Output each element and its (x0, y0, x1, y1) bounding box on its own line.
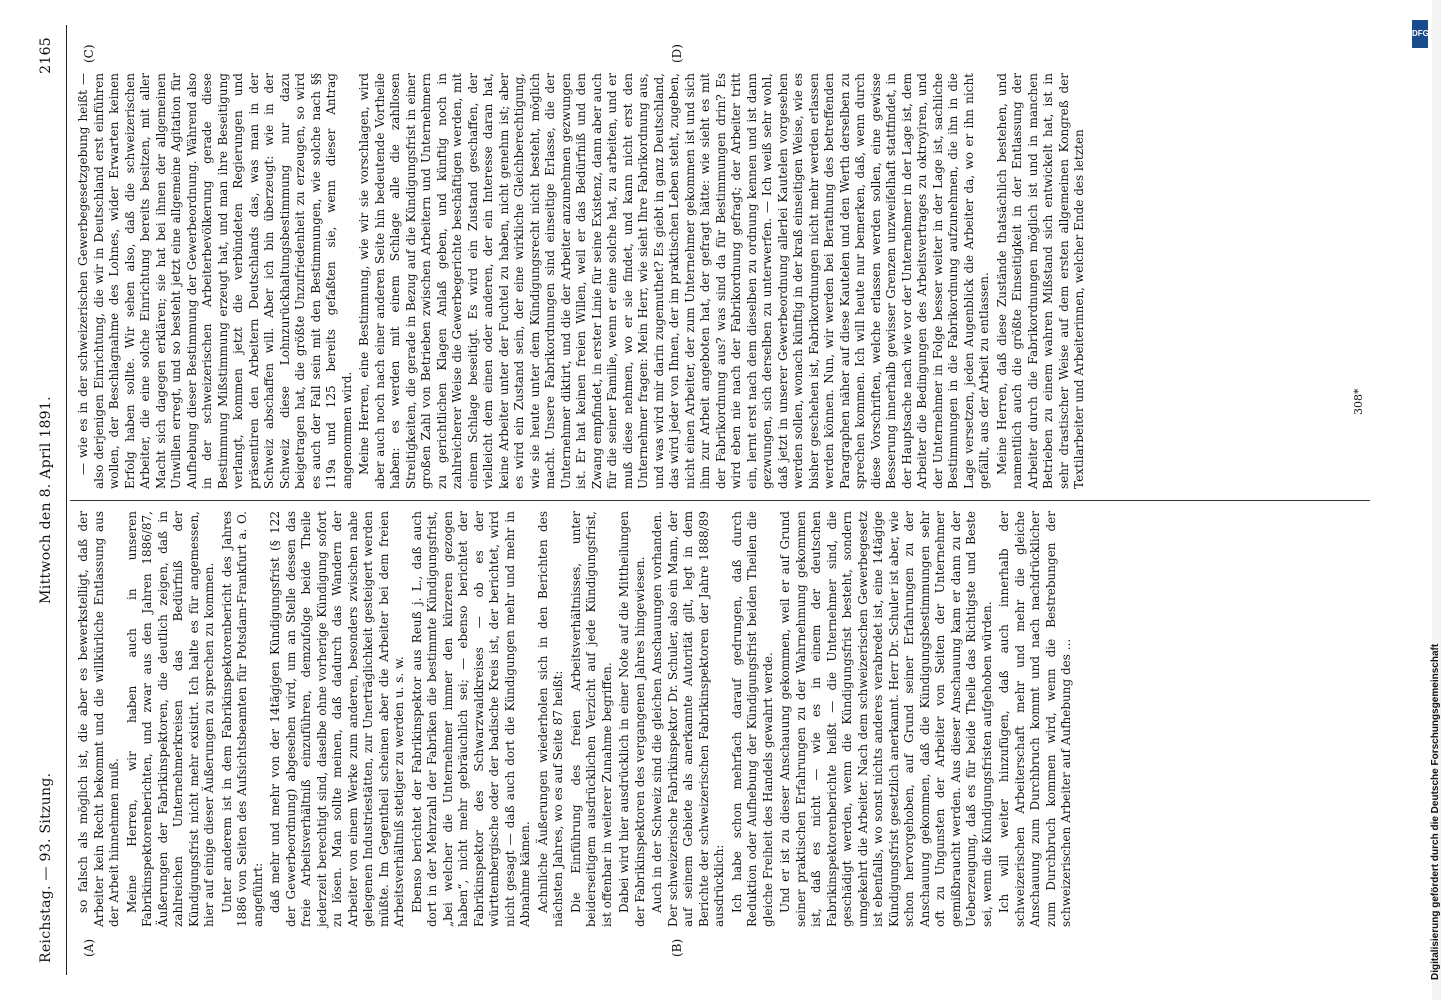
rotated-page-content (30, 25, 1400, 975)
margin-label-d: (D) (670, 44, 684, 63)
dfg-watermark (1412, 20, 1441, 980)
text-column-right (76, 73, 1376, 489)
paragraph: Meine Herren, wir haben auch in unseren Fabrikinspektorenberichten, und zwar aus den Jahren 1886/87, Äußerungen der Fabrikinspektoren, die deutlich zeigen, daß in zahlreichen Unternehmerkreisen das Bedürfniß der Kündigungsfrist nicht mehr existirt. Ich halte es für angemessen, hier auf einige dieser Äußerungen zu sprechen zu kommen. (124, 511, 216, 927)
paragraph: so falsch als möglich ist, die aber es bewerkstelligt, daß der Arbeiter kein Recht bekommt und die willkürliche Entlassung aus der Arbeit hinnehmen muß. (76, 511, 121, 927)
page-header (30, 25, 67, 975)
dfg-funding-note: Digitalisierung gefördert durch die Deutsche Forschungsgemeinschaft (1430, 643, 1441, 980)
paragraph: Meine Herren, eine Bestimmung, wie wir sie vorschlagen, wird aber auch noch nach einer anderen Seite hin bedeutende Vortheile haben: es werden mit einem Schlage alle die zahllosen Streitigkeiten, die gerade in Bezug auf die Kündigungsfrist in einer großen Zahl von Betrieben zwischen Arbeitern und Unternehmern zu gerichtlichen Klagen Anlaß geben, und künftig noch in zahlreicherer Weise die Gewerbegerichte beschäftigen werden, mit einem Schlage beseitigt. Es wird ein Zustand geschaffen, der vielleicht dem einen oder anderen, der ein Interesse daran hat, keine Arbeiter unter der Fuchtel zu haben, nicht genehm ist; aber es wird ein Zustand sein, der eine wirkliche Gleichberechtigung, wie sie heute unter dem Kündigungsrecht nicht besteht, möglich macht. Unsere Fabrikordnungen sind einseitige Erlasse, die der Unternehmer diktirt, und die der Arbeiter anzunehmen gezwungen ist. Er hat keinen freien Willen, weil er das Bedürfniß und den Zwang empfindet, in erster Linie für seine Existenz, dann aber auch für die seiner Familie, wenn er eine solche hat, zu arbeiten, und er muß diese nehmen, wo er sie findet, und kann nicht erst den Unternehmer fragen: Mein Herr, wie sieht Ihre Fabrikordnung aus, und was wird mir darin zugemuthet? Es giebt in ganz Deutschland, das wird jeder von Ihnen, der im praktischen Leben steht, zugeben, nicht einen Arbeiter, der zum Unternehmer gekommen ist und sich ihm zur Arbeit angeboten hat, der gefragt hätte: wie sieht es mit der Fabrikordnung aus? was sind da für Bestimmungen drin? Es wird eben nie nach der Fabrikordnung gefragt; der Arbeiter tritt ein, lernt erst nach dem dieselben zu ordnung kennen und ist dann gezwungen, sich derselben zu unterwerfen. — Ich weiß sehr wohl, daß jetzt in unserer Gewerbeordnung allerlei Kautelen vorgesehen werden sollen, wonach künftig in der kraß einseitigen Weise, wie es bisher geschehen ist, Fabrikordnungen nicht mehr werden erlassen werden können. Nun, wir werden bei Berathung des betreffenden Paragraphen näher auf diese Kautelen und den Werth derselben zu sprechen kommen. Ich will heute nur bemerken, daß, wenn durch diese Vorschriften, welche erlassen werden sollen, eine gewisse Besserung innerhalb gewisser Grenzen unzweifelhaft stattfindet, in der Hauptsache nach wie vor der Unternehmer in der Lage ist, dem Arbeiter die Bedingungen des Arbeitsvertrages zu oktroyiren, und der Unternehmer in Folge besser weiter in der Lage ist, sachliche Bestimmungen in die Fabrikordnung aufzunehmen, die ihn in die Lage versetzen, jeden Augenblick die Arbeiter da, wo er ihn nicht gefällt, aus der Arbeit zu entlassen. (357, 73, 991, 489)
header-date: Mittwoch den 8. April 1891. (38, 396, 54, 604)
header-session: Reichstag. — 93. Sitzung. (38, 772, 54, 963)
paragraph: Auch in der Schweiz sind die gleichen Anschauungen vorhanden. Der schweizerische Fabrikinspektor Dr. Schuler, also ein Mann, der auf seinem Gebiete als anerkannte Autorität gilt, legt in dem Berichte der schweizerischen Fabrikinspektoren der Jahre 1888/89 ausdrücklich: (650, 511, 726, 927)
dfg-logo: DFG (1412, 20, 1428, 48)
margin-label-b: (B) (670, 938, 684, 957)
quote-paragraph: Die Einführung des freien Arbeitsverhältnisses, unter beiderseitigem ausdrücklichen Verzicht auf jede Kündigungsfrist, ist offenbar in weiterer Zunahme begriffen. (568, 511, 614, 927)
paragraph: Unter anderem ist in dem Fabrikinspektorenbericht des Jahres 1886 von Seiten des Aufsichtsbeamten für Potsdam-Frankfurt a. O. angeführt: (219, 511, 265, 927)
signature-mark: 308* (1352, 388, 1365, 415)
margin-label-c: (C) (82, 44, 96, 63)
paragraph: Und er ist zu dieser Anschauung gekommen, weil er auf Grund seiner praktischen Erfahrungen zu der Wahrnehmung gekommen ist, daß es nicht — wie es in einem der deutschen Fabrikinspektorenberichte heißt — die Unternehmer sind, die geschädigt werden, wenn die Kündigungsfrist besteht, sondern umgekehrt die Arbeiter. Nach dem schweizerischen Gewerbegesetz ist ebenfalls, wo sonst nichts anderes verabredet ist, eine 14tägige Kündigungsfrist gesetzlich anerkannt. Herr Dr. Schuler ist aber, wie schon hervorgehoben, auf Grund seiner Erfahrungen zu der Anschauung gekommen, daß die Kündigungsbestimmungen sehr oft zu Ungunsten der Arbeiter von Seiten der Unternehmer gemißbraucht werden. Aus dieser Anschauung kam er dann zu der Ueberzeugung, daß es für beide Theile das Richtigste und Beste sei, wenn die Kündigungsfristen aufgehoben würden. (778, 511, 994, 927)
text-column-left (76, 511, 1376, 927)
paragraph: Ebenso berichtet der Fabrikinspektor aus Reuß j. L., daß auch dort in der Mehrzahl der Fabriken die bestimmte Kündigungsfrist, „bei welcher die Unternehmer immer den kürzeren gezogen haben“, nicht mehr gebräuchlich sei; — ebenso berichtet der Fabrikinspektor des Schwarzwaldkreises — ob es der württembergische oder der badische Kreis ist, der berichtet, wird nicht gesagt — daß auch dort die Kündigungen mehr und mehr in Abnahme kämen. (409, 511, 532, 927)
quote-paragraph: daß mehr und mehr von der 14tägigen Kündigungsfrist (§ 122 der Gewerbeordnung) abgesehen wird, um an Stelle dessen das freie Arbeitsverhältniß einzuführen, demzufolge beide Theile jederzeit berechtigt sind, daselbe ohne vorherige Kündigung sofort zu lösen. Man sollte meinen, daß dadurch das Wandern der Arbeiter von einem Werke zum anderen, besonders zwischen nahe gelegenen Industriestätten, zur Unerträglichkeit gesteigert werden müßte. Im Gegentheil scheinen aber die Arbeiter bei dem freien Arbeitsverhältniß stetiger zu werden u. s. w. (268, 511, 406, 927)
column-divider (70, 500, 1370, 501)
margin-label-a: (A) (82, 938, 96, 957)
paragraph: — wie es in der schweizerischen Gewerbegesetzgebung heißt — also derjenigen Einrichtung, die wir in Deutschland erst einführen wollen, der Beschlagnahme des Lohnes, wider Erwarten keinen Erfolg haben sollte. Wir sehen also, daß die schweizerischen Arbeiter, die eine solche Einrichtung bereits besitzen, mit aller Macht sich dagegen erklären; sie hat bei ihnen der allgemeinen Unwillen erregt, und so besteht jetzt eine allgemeine Agitation für Aufhebung dieser Bestimmung der Gewerbeordnung. Während also in der schweizerischen Arbeiterbevölkerung gerade diese Bestimmung Mißstimmung erzeugt hat, und man ihre Beseitigung verlangt, kommen jetzt die verbündeten Regierungen und präsentiren den Arbeitern Deutschlands das, was man in der Schweiz abschaffen will. Aber ich bin überzeugt: wie in der Schweiz diese Lohnzurückhaltungsbestimmung nur dazu beigetragen hat, die größte Unzufriedenheit zu erzeugen, so wird es auch der Fall sein mit den Bestimmungen, wie solche nach §§ 119a und 125 bereits gefaßten sie, wenn dieser Antrag angenommen wird. (76, 73, 354, 489)
paragraph: Meine Herren, daß diese Zustände thatsächlich bestehen, und namentlich auch die größte Einseitigkeit in der Entlassung der Arbeiter durch die Fabrikordnungen möglich ist und in manchen Betrieben zu einem wahren Mißstand sich entwickelt hat, ist in sehr drastischer Weise auf dem ersten allgemeinen Kongreß der Textilarbeiter und Arbeiterinnen, welcher Ende des letzten (994, 73, 1086, 489)
paragraph: Achnliche Äußerungen wiederholen sich in den Berichten des nächsten Jahres, wo es auf Seite 87 heißt: (535, 511, 565, 927)
header-page-number: 2165 (38, 37, 54, 74)
paragraph: Ich will weiter hinzufügen, daß auch innerhalb der schweizerischen Arbeiterschaft mehr und mehr die gleiche Anschauung zum Durchbruch kommt und nach nachdrücklicher zum Durchbruch kommen wird, wenn die Bestrebungen der schweizerischen Arbeiter auf Aufhebung des ... (997, 511, 1073, 927)
paragraph: Dabei wird hier ausdrücklich in einer Note auf die Mittheilungen der Fabrikinspektoren des vergangenen Jahres hingewiesen. (617, 511, 647, 927)
quote-paragraph: Ich habe schon mehrfach darauf gedrungen, daß durch Reduktion oder Aufhebung der Kündigungsfrist beiden Theilen die gleiche Freiheit des Handels gewahrt werde. (729, 511, 775, 927)
